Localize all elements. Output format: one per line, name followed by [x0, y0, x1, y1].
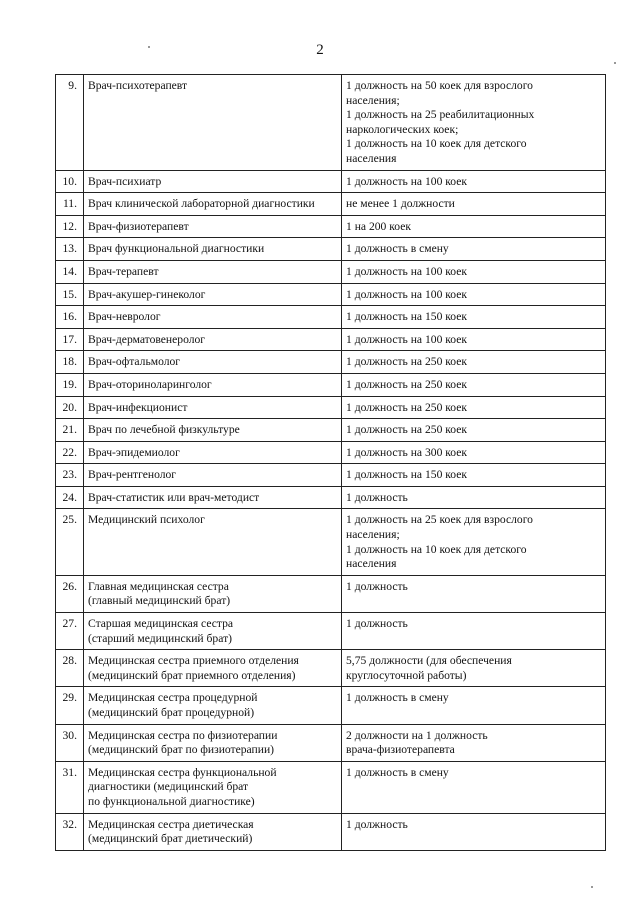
- position-name: Старшая медицинская сестра (старший медицинский брат): [84, 613, 342, 650]
- table-row: [56, 283, 606, 306]
- scan-speck: [591, 886, 593, 888]
- table-row: [56, 396, 606, 419]
- table-row: [56, 260, 606, 283]
- position-name: Врач-офтальмолог: [84, 351, 342, 374]
- position-name: Врач функциональной диагностики: [84, 238, 342, 261]
- table-row: [56, 215, 606, 238]
- table-row: [56, 419, 606, 442]
- staffing-norm: 1 должность на 100 коек: [342, 283, 606, 306]
- staffing-norm: 1 должность в смену: [342, 761, 606, 813]
- staffing-norm: 1 должность на 250 коек: [342, 351, 606, 374]
- staffing-norm: 1 должность на 100 коек: [342, 260, 606, 283]
- table-row: [56, 650, 606, 687]
- position-name: Врач-акушер-гинеколог: [84, 283, 342, 306]
- row-number: 32.: [56, 813, 84, 850]
- row-number: 22.: [56, 441, 84, 464]
- table-row: [56, 238, 606, 261]
- row-number: 9.: [56, 75, 84, 171]
- row-number: 27.: [56, 613, 84, 650]
- staffing-norm: 1 должность в смену: [342, 687, 606, 724]
- table-row: [56, 170, 606, 193]
- row-number: 18.: [56, 351, 84, 374]
- staffing-norm: 2 должности на 1 должность врача-физиотерапевта: [342, 724, 606, 761]
- staffing-norm: 1 должность на 250 коек: [342, 373, 606, 396]
- table-row: [56, 486, 606, 509]
- scan-speck: [148, 46, 150, 48]
- table-row: [56, 761, 606, 813]
- staffing-norm: 1 должность на 250 коек: [342, 419, 606, 442]
- row-number: 19.: [56, 373, 84, 396]
- position-name: Врач-оториноларинголог: [84, 373, 342, 396]
- staffing-norm: не менее 1 должности: [342, 193, 606, 216]
- row-number: 26.: [56, 575, 84, 612]
- position-name: Главная медицинская сестра (главный медицинский брат): [84, 575, 342, 612]
- row-number: 24.: [56, 486, 84, 509]
- table-row: [56, 328, 606, 351]
- row-number: 15.: [56, 283, 84, 306]
- row-number: 23.: [56, 464, 84, 487]
- position-name: Врач-психотерапевт: [84, 75, 342, 171]
- table-row: [56, 687, 606, 724]
- position-name: Медицинская сестра функциональной диагностики (медицинский брат по функциональной диагностике): [84, 761, 342, 813]
- position-name: Врач-дерматовенеролог: [84, 328, 342, 351]
- row-number: 10.: [56, 170, 84, 193]
- row-number: 11.: [56, 193, 84, 216]
- table-row: [56, 373, 606, 396]
- table-body: [56, 75, 606, 851]
- position-name: Врач-инфекционист: [84, 396, 342, 419]
- staffing-norm: 1 должность на 25 коек для взрослого населения; 1 должность на 10 коек для детского населения: [342, 509, 606, 575]
- position-name: Врач-невролог: [84, 306, 342, 329]
- table-row: [56, 509, 606, 575]
- row-number: 29.: [56, 687, 84, 724]
- position-name: Медицинская сестра приемного отделения (медицинский брат приемного отделения): [84, 650, 342, 687]
- position-name: Врач-статистик или врач-методист: [84, 486, 342, 509]
- staffing-norm: 1 должность: [342, 813, 606, 850]
- staffing-norm: 1 должность на 100 коек: [342, 328, 606, 351]
- row-number: 25.: [56, 509, 84, 575]
- staffing-norm: 1 должность на 50 коек для взрослого населения; 1 должность на 25 реабилитационных наркологических коек; 1 должность на 10 коек для детского населения: [342, 75, 606, 171]
- staffing-norm: 1 должность в смену: [342, 238, 606, 261]
- page-number: 2: [316, 42, 324, 58]
- row-number: 17.: [56, 328, 84, 351]
- table-row: [56, 724, 606, 761]
- row-number: 21.: [56, 419, 84, 442]
- row-number: 14.: [56, 260, 84, 283]
- table-row: [56, 613, 606, 650]
- staffing-norm: 1 должность: [342, 575, 606, 612]
- row-number: 16.: [56, 306, 84, 329]
- row-number: 30.: [56, 724, 84, 761]
- table-row: [56, 351, 606, 374]
- row-number: 13.: [56, 238, 84, 261]
- staffing-norm: 1 на 200 коек: [342, 215, 606, 238]
- scan-speck: [614, 62, 616, 64]
- table-row: [56, 813, 606, 850]
- position-name: Медицинский психолог: [84, 509, 342, 575]
- position-name: Медицинская сестра диетическая (медицинский брат диетический): [84, 813, 342, 850]
- position-name: Врач клинической лабораторной диагностики: [84, 193, 342, 216]
- position-name: Медицинская сестра процедурной (медицинский брат процедурной): [84, 687, 342, 724]
- table-row: [56, 193, 606, 216]
- position-name: Врач-рентгенолог: [84, 464, 342, 487]
- staffing-norm: 1 должность: [342, 613, 606, 650]
- staffing-norm: 1 должность на 150 коек: [342, 306, 606, 329]
- staffing-norm: 1 должность на 250 коек: [342, 396, 606, 419]
- staffing-norm: 1 должность на 100 коек: [342, 170, 606, 193]
- table-row: [56, 575, 606, 612]
- staffing-norm: 1 должность: [342, 486, 606, 509]
- position-name: Медицинская сестра по физиотерапии (медицинский брат по физиотерапии): [84, 724, 342, 761]
- row-number: 20.: [56, 396, 84, 419]
- position-name: Врач по лечебной физкультуре: [84, 419, 342, 442]
- staffing-table: [55, 74, 606, 851]
- table-row: [56, 464, 606, 487]
- table-row: [56, 441, 606, 464]
- position-name: Врач-эпидемиолог: [84, 441, 342, 464]
- position-name: Врач-физиотерапевт: [84, 215, 342, 238]
- table-row: [56, 306, 606, 329]
- table-row: [56, 75, 606, 171]
- row-number: 12.: [56, 215, 84, 238]
- position-name: Врач-терапевт: [84, 260, 342, 283]
- row-number: 31.: [56, 761, 84, 813]
- position-name: Врач-психиатр: [84, 170, 342, 193]
- staffing-norm: 1 должность на 150 коек: [342, 464, 606, 487]
- staffing-norm: 1 должность на 300 коек: [342, 441, 606, 464]
- staffing-norm: 5,75 должности (для обеспечения круглосуточной работы): [342, 650, 606, 687]
- row-number: 28.: [56, 650, 84, 687]
